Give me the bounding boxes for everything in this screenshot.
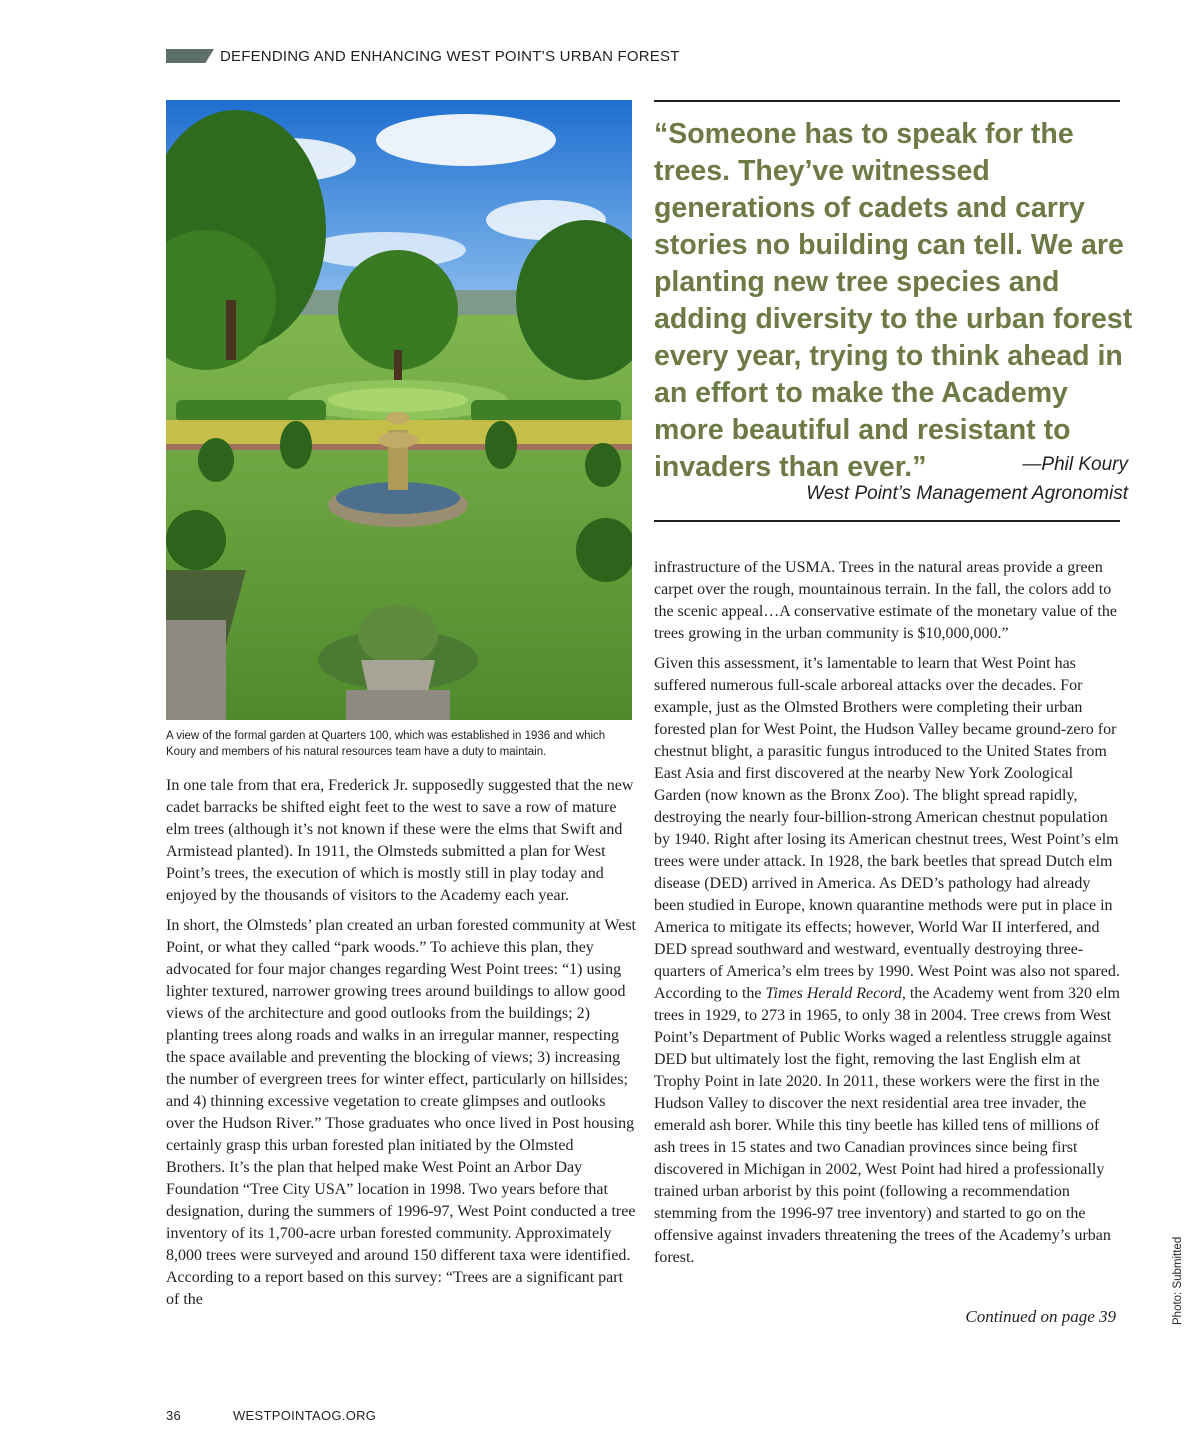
left-paragraph-2: In short, the Olmsteds’ plan created an urban forested community at West Point, or what they called “park woods.” To achieve this plan, they advocated for four major changes regarding West Point trees: “1) using lighter textured, narrower growing trees around buildings to allow good views of the architecture and good outlooks from the buildings; 2) planting trees along roads and walks in an irregular manner, respecting the space available and preventing the blocking of views; 3) increasing the number of evergreen trees for winter effect, particularly on hillsides; and 4) thinning excessive vegetation to create glimpses and outlooks over the Hudson River.” Those graduates who once lived in Post housing certainly grasp this urban forested plan initiated by the Olmsted Brothers. It’s the plan that helped make West Point an Arbor Day Foundation “Tree City USA” location in 1998. Two years before that designation, during the summers of 1996-97, West Point conducted a tree inventory of its 1,700-acre urban forested community. Approximately 8,000 trees were surveyed and around 150 different taxa were identified. According to a report based on this survey: “Trees are a significant part of the [166, 917, 636, 1308]
pull-quote: “Someone has to speak for the trees. They’ve witnessed generations of cadets and carry stories no building can tell. We are planting new tree species and adding diversity to the urban forest every year, trying to think ahead in an effort to make the Academy more beautiful and resistant to invaders than ever.” [654, 118, 1133, 483]
quote-attribution [806, 450, 1128, 508]
publication-title: Times Herald Record [765, 985, 902, 1002]
website-link[interactable]: WESTPOINTAOG.ORG [232, 1408, 377, 1423]
section-header [166, 46, 680, 66]
section-title: DEFENDING AND ENHANCING WEST POINT’S URBAN FOREST [220, 47, 680, 65]
right-paragraph-1: infrastructure of the USMA. Trees in the natural areas provide a green carpet over the rough, mountainous terrain. In the fall, the colors add to the scenic appeal…A conservative estimate of the monetary value of the trees growing in the urban community is $10,000,000.” [654, 559, 1117, 642]
page-footer [166, 1408, 376, 1423]
photo-caption: A view of the formal garden at Quarters 100, which was established in 1936 and which Koury and members of his natural resources team have a duty to maintain. [166, 730, 606, 758]
quote-author-title: West Point’s Management Agronomist [806, 483, 1128, 504]
photo-credit: Photo: Submitted [1172, 1236, 1184, 1325]
left-column [166, 775, 636, 1319]
right-paragraph-2-start: Given this assessment, it’s lamentable to learn that West Point has suffered numerous full-scale arboreal attacks over the decades. For example, just as the Olmsted Brothers were completing their urban forested plan for West Point, the Hudson Valley became ground-zero for chestnut blight, a parasitic fungus introduced to the United States from East Asia and first discovered at the nearby New York Zoological Garden (now known as the Bronx Zoo). The blight spread rapidly, destroying the nearly four-billion-strong American chestnut population by 1940. Right after losing its American chestnut trees, West Point’s elm trees were under attack. In 1928, the bark beetles that spread Dutch elm disease (DED) arrived in America. As DED’s pathology had already been studied in Europe, known quarantine methods were put in place in America to mitigate its effects; however, World War II interfered, and DED spread southward and westward, eventually destroying three-quarters of America’s elm trees by 1990. West Point was also not spared. According to the [654, 655, 1120, 1002]
quote-author: —Phil Koury [1022, 454, 1128, 475]
garden-photo [166, 100, 632, 720]
quote-top-rule [654, 100, 1120, 102]
quote-bottom-rule [654, 520, 1120, 522]
continued-link[interactable]: Continued on page 39 [965, 1307, 1116, 1326]
right-paragraph-2-end: , the Academy went from 320 elm trees in 1929, to 273 in 1965, to only 38 in 2004. Tree crews from West Point’s Department of Public Works waged a relentless struggle against DED but ultimately lost the fight, removing the last English elm at Trophy Point in late 2020. In 2011, these workers were the first in the Hudson Valley to discover the next residential area tree invader, the emerald ash borer. While this tiny beetle has killed tens of millions of ash trees in 15 states and two Canadian provinces since being first discovered in Michigan in 2002, West Point had hired a professionally trained urban arborist by this point (following a recommendation stemming from the 1996-97 tree inventory) and started to go on the offensive against invaders threatening the trees of the Academy’s urban forest. [654, 985, 1120, 1266]
left-paragraph-1: In one tale from that era, Frederick Jr. supposedly suggested that the new cadet barracks be shifted eight feet to the west to save a row of mature elm trees (although it’s not known if these were the elms that Swift and Armistead planted). In 1911, the Olmsteds submitted a plan for West Point’s trees, the execution of which is mostly still in play today and enjoyed by the thousands of visitors to the Academy each year. [166, 777, 634, 904]
right-paragraph-2 [654, 653, 1120, 1269]
header-accent-bar [166, 49, 214, 63]
page-number: 36 [166, 1408, 182, 1423]
right-column [654, 557, 1120, 1277]
